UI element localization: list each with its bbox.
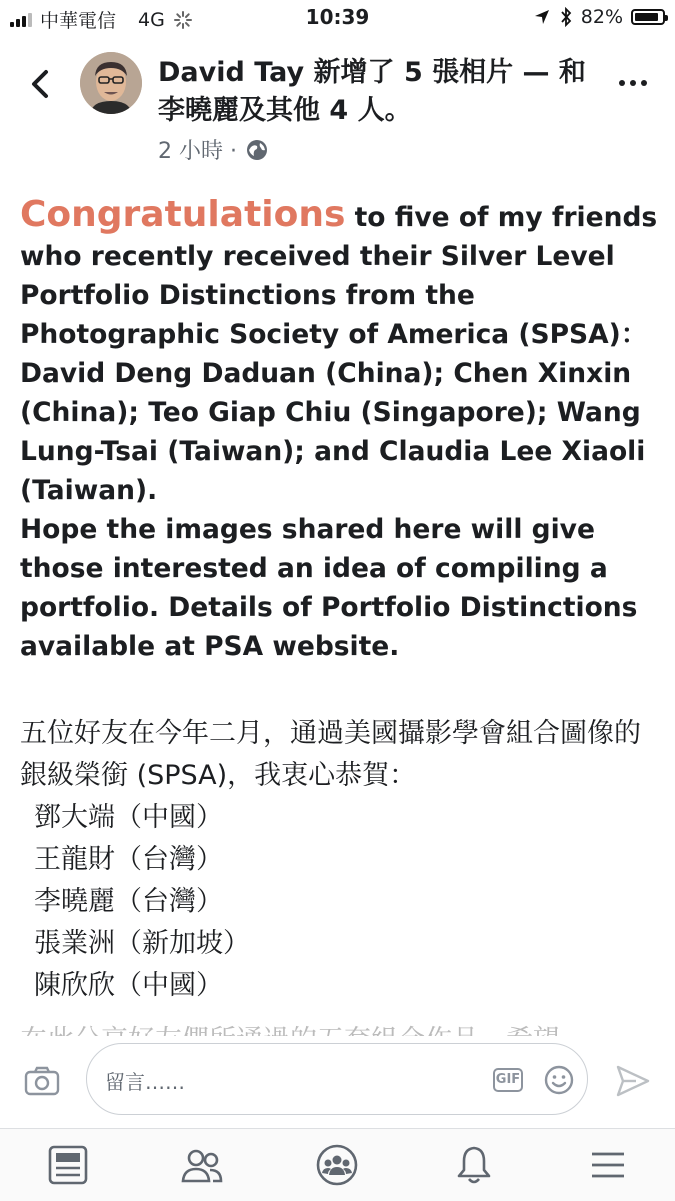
post-intro-zh: 五位好友在今年二月，通過美國攝影學會組合圖像的銀級榮銜 (SPSA)，我衷心恭賀： [20,718,641,791]
status-right [533,6,665,28]
globe-icon[interactable] [245,138,269,162]
list-item: 王龍財（台灣） [34,844,223,875]
emoji-icon[interactable] [543,1064,575,1096]
notifications-tab[interactable] [452,1143,496,1187]
more-icon[interactable] [617,75,649,91]
list-item: 李曉麗（台灣） [34,886,223,917]
location-icon [533,8,551,26]
carrier-label: 中華電信 [40,10,117,32]
comment-placeholder: 留言…… [105,1070,185,1094]
camera-icon[interactable] [24,1066,60,1096]
post-intro-en: to five of my friends who recently received their Silver Level Portfolio Distinctions from the Photographic Society of America (SPSA)：David Deng Daduan (China); Chen Xinxin (China); Teo Giap Chiu (Singapore); Wang Lung-Tsai (Taiwan); and Claudia Lee Xiaoli (Taiwan). [20,202,658,506]
groups-tab[interactable] [315,1143,359,1187]
congratulations-highlight: Congratulations [20,194,346,235]
bluetooth-icon [559,7,573,27]
battery-percent: 82% [580,6,623,28]
post-meta [158,134,269,165]
avatar[interactable] [80,52,142,114]
post-text-en [20,195,660,666]
back-icon[interactable] [24,60,64,108]
gif-button[interactable]: GIF [493,1068,523,1092]
list-item: 鄧大端（中國） [34,802,223,833]
menu-tab[interactable] [586,1143,630,1187]
post-timestamp[interactable]: 2 小時 · [158,139,237,164]
list-item: 陳欣欣（中國） [34,970,223,1001]
tab-bar [0,1128,675,1201]
comment-input[interactable] [86,1043,588,1115]
post-text-zh [20,713,665,1007]
news-feed-tab[interactable] [46,1143,90,1187]
battery-icon [631,9,665,25]
status-bar [0,0,675,36]
friends-tab[interactable] [180,1143,224,1187]
list-item: 張業洲（新加坡） [34,928,250,959]
clock: 10:39 [305,5,370,29]
network-label: 4G [138,8,165,31]
post-author-title[interactable]: David Tay 新增了 5 張相片 — 和李曉麗及其他 4 人。 [158,57,586,126]
send-icon[interactable] [614,1062,652,1100]
post-hope-en: Hope the images shared here will give those interested an idea of compiling a portfolio. Details of Portfolio Distinctions available at PSA website. [20,514,638,662]
